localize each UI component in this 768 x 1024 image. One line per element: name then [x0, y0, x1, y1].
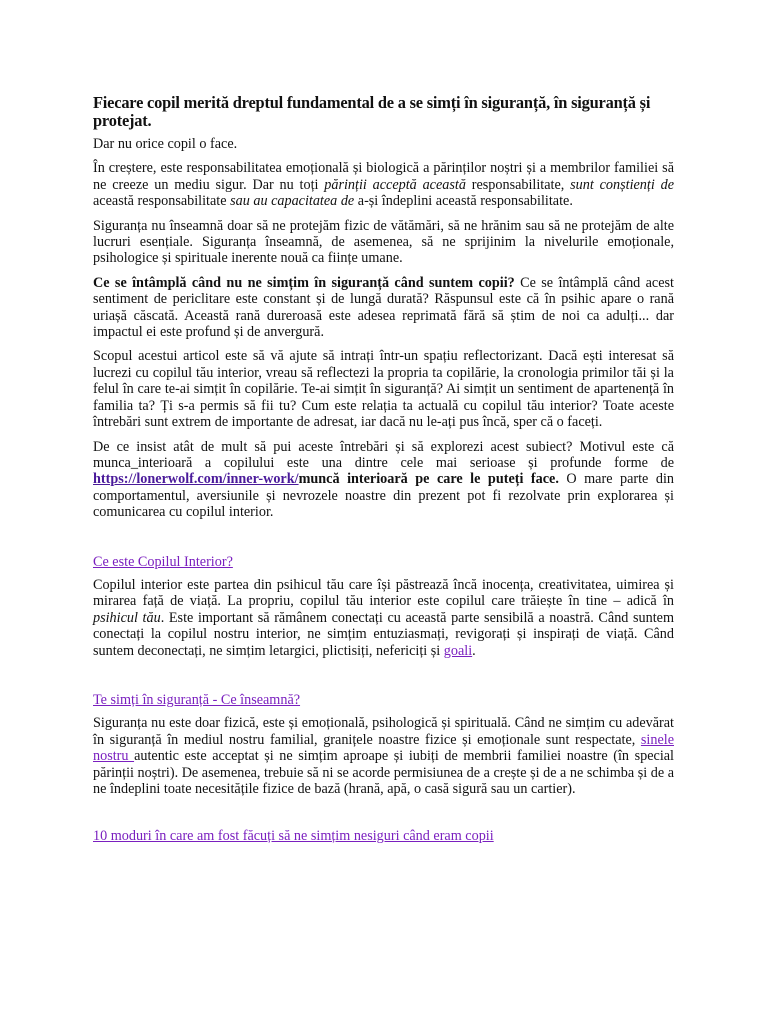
text-run: Copilul interior este partea din psihicul tău care își păstrează încă inocența, creativitatea, uimirea și mirarea față de viață. La propriu, copilul tău interior este copilul care trăiește în tine – adică în [93, 576, 674, 610]
bold-question: Ce se întâmplă când nu ne simțim în siguranță când suntem copii? [93, 274, 515, 291]
text-run: O mare parte din comportamentul, aversiunile și nevrozele noastre din prezent pot fi rezolvate prin explorarea și comunicarea cu copilul interior. [93, 471, 674, 521]
article-title: Fiecare copil merită dreptul fundamental de a se simți în siguranță, în siguranță și protejat. [93, 93, 651, 130]
section-heading-inner-child [93, 554, 674, 570]
paragraph-purpose: Scopul acestui articol este să vă ajute să intrați într-un spațiu reflectorizant. Dacă ești interesat să lucrezi cu copilul tău interior, vreau să reflectezi la propria ta copilărie, la cronologia primilor tăi și la felul în care te-ai simțit în copilărie. Te-ai simțit în siguranță? Ai simțit un sentiment de apartenență în familia ta? Ți s-a permis să fii tu? Cum este relația ta actuală cu copilul tău interior? Toate aceste întrebări sunt extrem de importante de adresat, iar dacă nu le-ați pus încă, sper că o faceți. [93, 348, 674, 431]
text-run: a-și îndeplini această responsabilitate. [354, 193, 573, 210]
emphasis-text: sunt conștienți de [570, 176, 674, 193]
article-body [93, 94, 674, 853]
text-run: autentic este acceptat și ne simțim aproape și iubiți de membrii familiei noastre (în special părinții noștri). De asemenea, trebuie să ni se acorde permisiunea de a crește și de a ne schimba și de a ne îndeplini toate necesitățile fizice de bază (hrană, apă, o casă sigură sau un cartier). [93, 748, 674, 797]
text-run: . Este important să rămânem conectați cu această parte sensibilă a noastră. Când suntem conectați la copilul nostru interior, ne simțim entuziasmați, revigorați și inspirați de viață. Când suntem deconectați, ne simțim letargici, plictisiți, nefericiți și [93, 609, 674, 659]
ten-ways-heading-link[interactable]: 10 moduri în care am fost făcuți să ne simțim nesiguri când eram copii [93, 828, 494, 845]
inner-work-link[interactable]: https://lonerwolf.com/inner-work/ [93, 471, 299, 488]
paragraph-inner-work [93, 439, 674, 521]
text-run: responsabilitate, [465, 176, 571, 193]
paragraph-safety: Siguranța nu înseamnă doar să ne protejăm fizic de vătămări, să ne hrănim sau să ne protejăm de alte lucruri esențiale. Siguranța înseamnă, de asemenea, să ne sprijinim la nivelurile emoționale, psihologice și spirituale inerente nouă ca ființe umane. [93, 217, 674, 267]
section-heading-feel-safe [93, 692, 674, 708]
goali-link[interactable]: goali [443, 642, 473, 659]
emphasis-text: psihicul tău [93, 609, 161, 626]
emphasis-text: părinții acceptă această [324, 176, 466, 193]
paragraph-question [93, 275, 674, 341]
text-run: În creștere, este responsabilitatea emoțională și biologică a părinților noștri și a membrilor familiei să ne creeze un mediu sigur. Dar nu toți [93, 160, 674, 193]
text-run: . [472, 642, 476, 659]
true-self-link[interactable]: sinele nostru [93, 731, 674, 765]
text-run: De ce insist atât de mult să pui aceste întrebări și să explorezi acest subiect? Motivul este că munca_interioară a copilului este una dintre cele mai serioase și profunde forme de [93, 438, 674, 471]
bold-text: muncă interioară pe care le puteți face. [298, 471, 559, 488]
paragraph-inner-child [93, 577, 674, 659]
text-run: Siguranța nu este doar fizică, este și emoțională, psihologică și spirituală. Când ne simțim cu adevărat în siguranță în mediul nostru familial, granițele noastre fizice și emoționale sunt respectate, [93, 715, 674, 748]
paragraph-feel-safe [93, 715, 674, 797]
text-run: această responsabilitate [93, 193, 231, 210]
paragraph-responsibility [93, 160, 674, 209]
section-heading-ten-ways [93, 828, 674, 844]
paragraph-intro: Dar nu orice copil o face. [93, 136, 238, 152]
emphasis-text: sau au capacitatea de [230, 193, 355, 210]
feel-safe-heading-link[interactable]: Te simți în siguranță - Ce înseamnă? [93, 691, 301, 708]
text-run: Ce se întâmplă când acest sentiment de periclitare este constant și de lungă durată? Răspunsul este că în psihic apare o rană uriașă căscată. Această rană dureroasă este adesea reprimată fără să știm de noi ca adulți... dar impactul ei este profund și de anvergură. [93, 274, 674, 341]
inner-child-heading-link[interactable]: Ce este Copilul Interior? [93, 553, 233, 570]
